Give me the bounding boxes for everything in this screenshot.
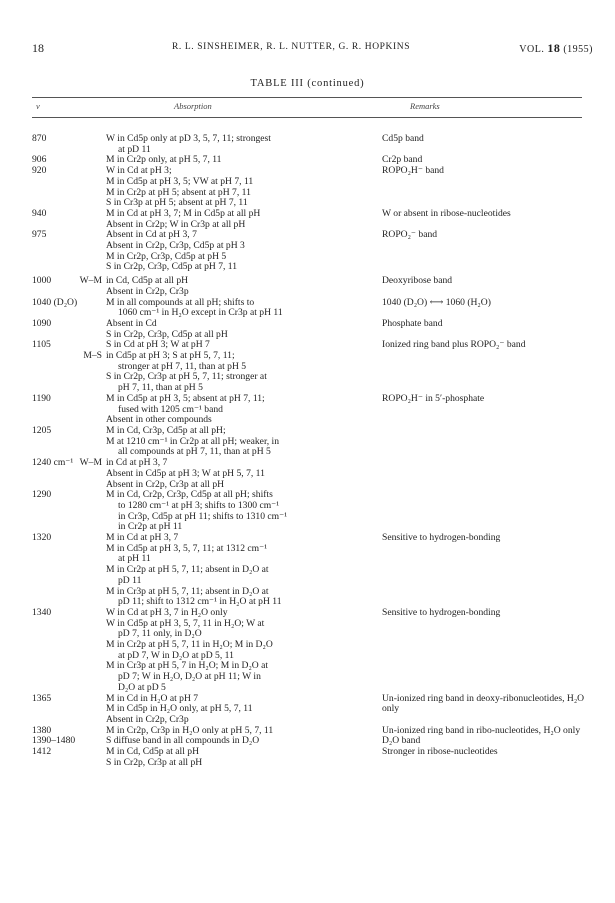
absorption-line [106, 683, 374, 694]
table-row [0, 134, 615, 155]
running-header [32, 41, 593, 55]
absorption-text: Absent in Cd at pH 3, 7 [106, 229, 197, 241]
absorption-cell [106, 394, 374, 426]
absorption-cell [106, 608, 374, 694]
frequency-cell: 1000 [32, 275, 52, 287]
remarks-cell: Phosphate band [382, 317, 443, 329]
absorption-line [106, 287, 374, 298]
remarks-cell: 1040 (D₂O) ⟷ 1060 (H₂O) [382, 296, 491, 308]
running-authors: R. L. SINSHEIMER, R. L. NUTTER, G. R. HOPKINS [172, 42, 411, 52]
absorption-text: M in Cd, Cr3p, Cd5p at all pH; [106, 424, 226, 436]
absorption-text: in Cr2p at pH 11 [118, 521, 183, 533]
absorption-text: at pD 7, W in D₂O at pD 5, 11 [118, 649, 234, 661]
absorption-text: M in Cd, Cd5p at all pH [106, 746, 200, 758]
remarks-cell: Sensitive to hydrogen-bonding [382, 532, 501, 544]
absorption-text: M in Cr3p at pH 5, 7 in H₂O; M in D₂O at [106, 660, 269, 672]
absorption-line [106, 177, 374, 188]
absorption-cell [106, 209, 374, 230]
absorption-cell [106, 490, 374, 533]
frequency-cell: 1365 [32, 692, 52, 704]
volume-year: (1955) [563, 44, 593, 55]
table-row [0, 155, 615, 166]
absorption-text: D₂O at pD 5 [118, 681, 166, 693]
absorption-line [106, 501, 374, 512]
absorption-text: Absent in Cr2p, Cr3p at all pH [106, 478, 225, 490]
column-header-absorption: Absorption [174, 101, 212, 111]
absorption-cell [83, 339, 374, 394]
table-row [0, 298, 615, 319]
table-row [0, 166, 615, 209]
absorption-text: W in Cd5p at pH 3, 5, 7, 11 in H₂O; W at [106, 617, 265, 629]
table-row [0, 394, 615, 426]
absorption-text: M in Cd in H₂O at pH 7 [106, 692, 199, 704]
absorption-cell [106, 426, 374, 458]
absorption-text: M in Cr2p at pH 5, 7, 11 in H₂O; M in D₂O [106, 639, 273, 651]
frequency-cell: 1205 [32, 424, 52, 436]
frequency-cell: 1290 [32, 489, 52, 501]
remarks-cell: Sensitive to hydrogen-bonding [382, 606, 501, 618]
absorption-cell [106, 298, 374, 319]
absorption-text: M at 1210 cm⁻¹ in Cr2p at all pH; weaker, in [106, 435, 280, 447]
remarks-cell: Deoxyribose band [382, 275, 453, 287]
frequency-cell: 1340 [32, 606, 52, 618]
absorption-line [106, 576, 374, 587]
table-row [0, 533, 615, 608]
absorption-line [106, 262, 374, 273]
absorption-text: M in all compounds at all pH; shifts to [106, 296, 255, 308]
remarks-cell: ROPO₂H⁻ band [382, 165, 444, 177]
frequency-cell: 906 [32, 154, 47, 166]
remarks-cell: D₂O band [382, 735, 421, 747]
absorption-text: M in Cd, Cr2p, Cr3p, Cd5p at all pH; shifts [106, 489, 273, 501]
absorption-text: at pD 11 [118, 143, 151, 155]
absorption-cell [106, 694, 374, 726]
absorption-text: M in Cd5p at pH 3, 5; VW at pH 7, 11 [106, 175, 254, 187]
frequency-cell: 1105 [32, 339, 51, 351]
absorption-text: pD 11 [118, 574, 142, 586]
table-title: TABLE III (continued) [250, 78, 365, 89]
volume-number: 18 [547, 41, 561, 55]
absorption-text: pD 11; shift to 1312 cm⁻¹ in H₂O at pH 11 [118, 596, 282, 608]
remarks-cell: Un-ionized ring band in deoxy-ribonucleotides, H₂O only [382, 692, 585, 715]
remarks-cell: ROPO₂H⁻ in 5′-phosphate [382, 392, 485, 404]
table-row [0, 426, 615, 458]
absorption-text: W in Cd5p only at pD 3, 5, 7, 11; strongest [106, 133, 271, 144]
absorption-text: M in Cr2p at pH 5; absent at pH 7, 11 [106, 186, 251, 198]
absorption-text: S in Cr2p, Cr3p at pH 5, 7, 11; stronger at [106, 371, 267, 383]
table-row [0, 726, 615, 737]
absorption-line [106, 469, 374, 480]
absorption-text: S diffuse band in all compounds in D₂O [106, 735, 260, 747]
absorption-text: in Cd5p at pH 3; S at pH 5, 7, 11; [106, 350, 235, 362]
absorption-text: S in Cd at pH 3; W at pH 7 [106, 339, 210, 351]
absorption-cell [106, 747, 374, 768]
absorption-text: fused with 1205 cm⁻¹ band [118, 403, 223, 415]
absorption-text: S in Cr3p at pH 5; absent at pH 7, 11 [106, 197, 248, 209]
absorption-cell [79, 275, 374, 297]
absorption-text: Absent in Cd5p at pH 3; W at pH 5, 7, 11 [106, 467, 265, 479]
frequency-cell: 1240 cm⁻¹ [32, 457, 74, 469]
absorption-text: Absent in other compounds [106, 414, 212, 426]
absorption-cell [106, 230, 374, 273]
table-header-rule [32, 117, 582, 118]
absorption-line [106, 394, 374, 405]
remarks-cell: Cr2p band [382, 154, 423, 166]
frequency-cell: 1320 [32, 532, 52, 544]
absorption-text: at pH 11 [118, 553, 151, 565]
remarks-cell: ROPO₂⁻ band [382, 229, 438, 241]
frequency-cell: 1380 [32, 724, 52, 736]
frequency-cell: 1040 (D₂O) [32, 296, 78, 308]
absorption-text: 1060 cm⁻¹ in H₂O except in Cr3p at pH 11 [118, 307, 283, 319]
table-row [0, 608, 615, 694]
volume-info [519, 41, 593, 56]
absorption-text: M in Cr2p only, at pH 5, 7, 11 [106, 154, 222, 166]
remarks-cell: Ionized ring band plus ROPO₂⁻ band [382, 339, 526, 351]
absorption-text: M in Cd5p in H₂O only, at pH 5, 7, 11 [106, 703, 253, 715]
remarks-cell: Un-ionized ring band in ribo-nucleotides, H₂O only [382, 724, 581, 736]
remarks-cell: Cd5p band [382, 133, 424, 144]
absorption-text: all compounds at pH 7, 11, than at pH 5 [118, 446, 271, 458]
absorption-text: M in Cr2p, Cr3p in H₂O only at pH 5, 7, 11 [106, 724, 274, 736]
frequency-cell: 870 [32, 133, 47, 144]
absorption-text: Absent in Cd [106, 317, 157, 329]
frequency-cell: 920 [32, 165, 47, 177]
absorption-text: M in Cd5p at pH 3, 5, 7, 11; at 1312 cm⁻¹ [106, 542, 268, 554]
frequency-cell: 975 [32, 229, 47, 241]
volume-label: VOL. [519, 44, 545, 55]
absorption-cell [106, 166, 374, 209]
absorption-text: S in Cr2p, Cr3p, Cd5p at pH 7, 11 [106, 261, 238, 273]
table-row [0, 276, 615, 297]
table-row [0, 319, 615, 340]
table-row [0, 747, 615, 768]
absorption-text: W in Cd at pH 3, 7 in H₂O only [106, 606, 228, 618]
absorption-text: M in Cd at pH 3, 7 [106, 532, 179, 544]
absorption-text: M in Cd at pH 3, 7; M in Cd5p at all pH [106, 207, 261, 219]
frequency-cell: 1412 [32, 746, 52, 758]
absorption-text: in Cd, Cd5p at all pH [106, 275, 189, 287]
absorption-text: to 1280 cm⁻¹ at pH 3; shifts to 1300 cm⁻¹ [118, 499, 280, 511]
column-header-frequency: ν [36, 101, 40, 111]
absorption-text: Absent in Cr2p, Cr3p [106, 285, 189, 297]
table-row [0, 340, 615, 394]
page-number: 18 [32, 41, 44, 55]
table-top-rule [32, 97, 582, 98]
absorption-text: pD 7; W in H₂O, D₂O at pH 11; W in [118, 671, 261, 683]
absorption-line [106, 758, 374, 769]
absorption-text: M in Cd5p at pH 3, 5; absent at pH 7, 11; [106, 392, 265, 404]
absorption-line [106, 565, 374, 576]
absorption-text: stronger at pH 7, 11, than at pH 5 [118, 360, 247, 372]
intensity-marker: W–M [79, 275, 102, 287]
table-body [0, 131, 615, 768]
absorption-text: pD 7, 11 only, in D₂O [118, 628, 202, 640]
frequency-cell: 940 [32, 207, 47, 219]
absorption-text: M in Cr2p, Cr3p, Cd5p at pH 5 [106, 250, 227, 262]
absorption-text: S in Cr2p, Cr3p, Cd5p at all pH [106, 328, 228, 340]
absorption-text: in Cd at pH 3, 7 [106, 457, 168, 469]
absorption-text: S in Cr2p, Cr3p at all pH [106, 756, 203, 768]
absorption-text: M in Cr3p at pH 5, 7, 11; absent in D₂O at [106, 585, 269, 597]
absorption-cell [106, 533, 374, 608]
table-row [0, 490, 615, 533]
frequency-cell: 1390–1480 [32, 735, 76, 747]
absorption-cell [79, 457, 374, 490]
column-header-remarks: Remarks [410, 101, 440, 111]
absorption-text: Absent in Cr2p, Cr3p [106, 713, 189, 725]
absorption-text: in Cr3p, Cd5p at pH 11; shifts to 1310 cm⁻¹ [118, 510, 288, 522]
table-row [0, 209, 615, 230]
intensity-marker: W–M [79, 457, 102, 469]
absorption-cell [106, 134, 374, 155]
table-row [0, 736, 615, 747]
table-row [0, 694, 615, 726]
absorption-text: Absent in Cr2p; W in Cr3p at all pH [106, 218, 246, 230]
table-row [0, 458, 615, 490]
absorption-cell [106, 319, 374, 340]
remarks-cell: Stronger in ribose-nucleotides [382, 746, 498, 758]
frequency-cell: 1190 [32, 392, 51, 404]
frequency-cell: 1090 [32, 317, 52, 329]
table-row [0, 230, 615, 273]
absorption-text: M in Cr2p at pH 5, 7, 11; absent in D₂O at [106, 564, 269, 576]
absorption-text: pH 7, 11, than at pH 5 [118, 382, 203, 394]
remarks-cell: W or absent in ribose-nucleotides [382, 207, 511, 219]
intensity-marker: M–S [83, 350, 102, 362]
absorption-text: W in Cd at pH 3; [106, 165, 172, 177]
absorption-text: Absent in Cr2p, Cr3p, Cd5p at pH 3 [106, 240, 245, 252]
